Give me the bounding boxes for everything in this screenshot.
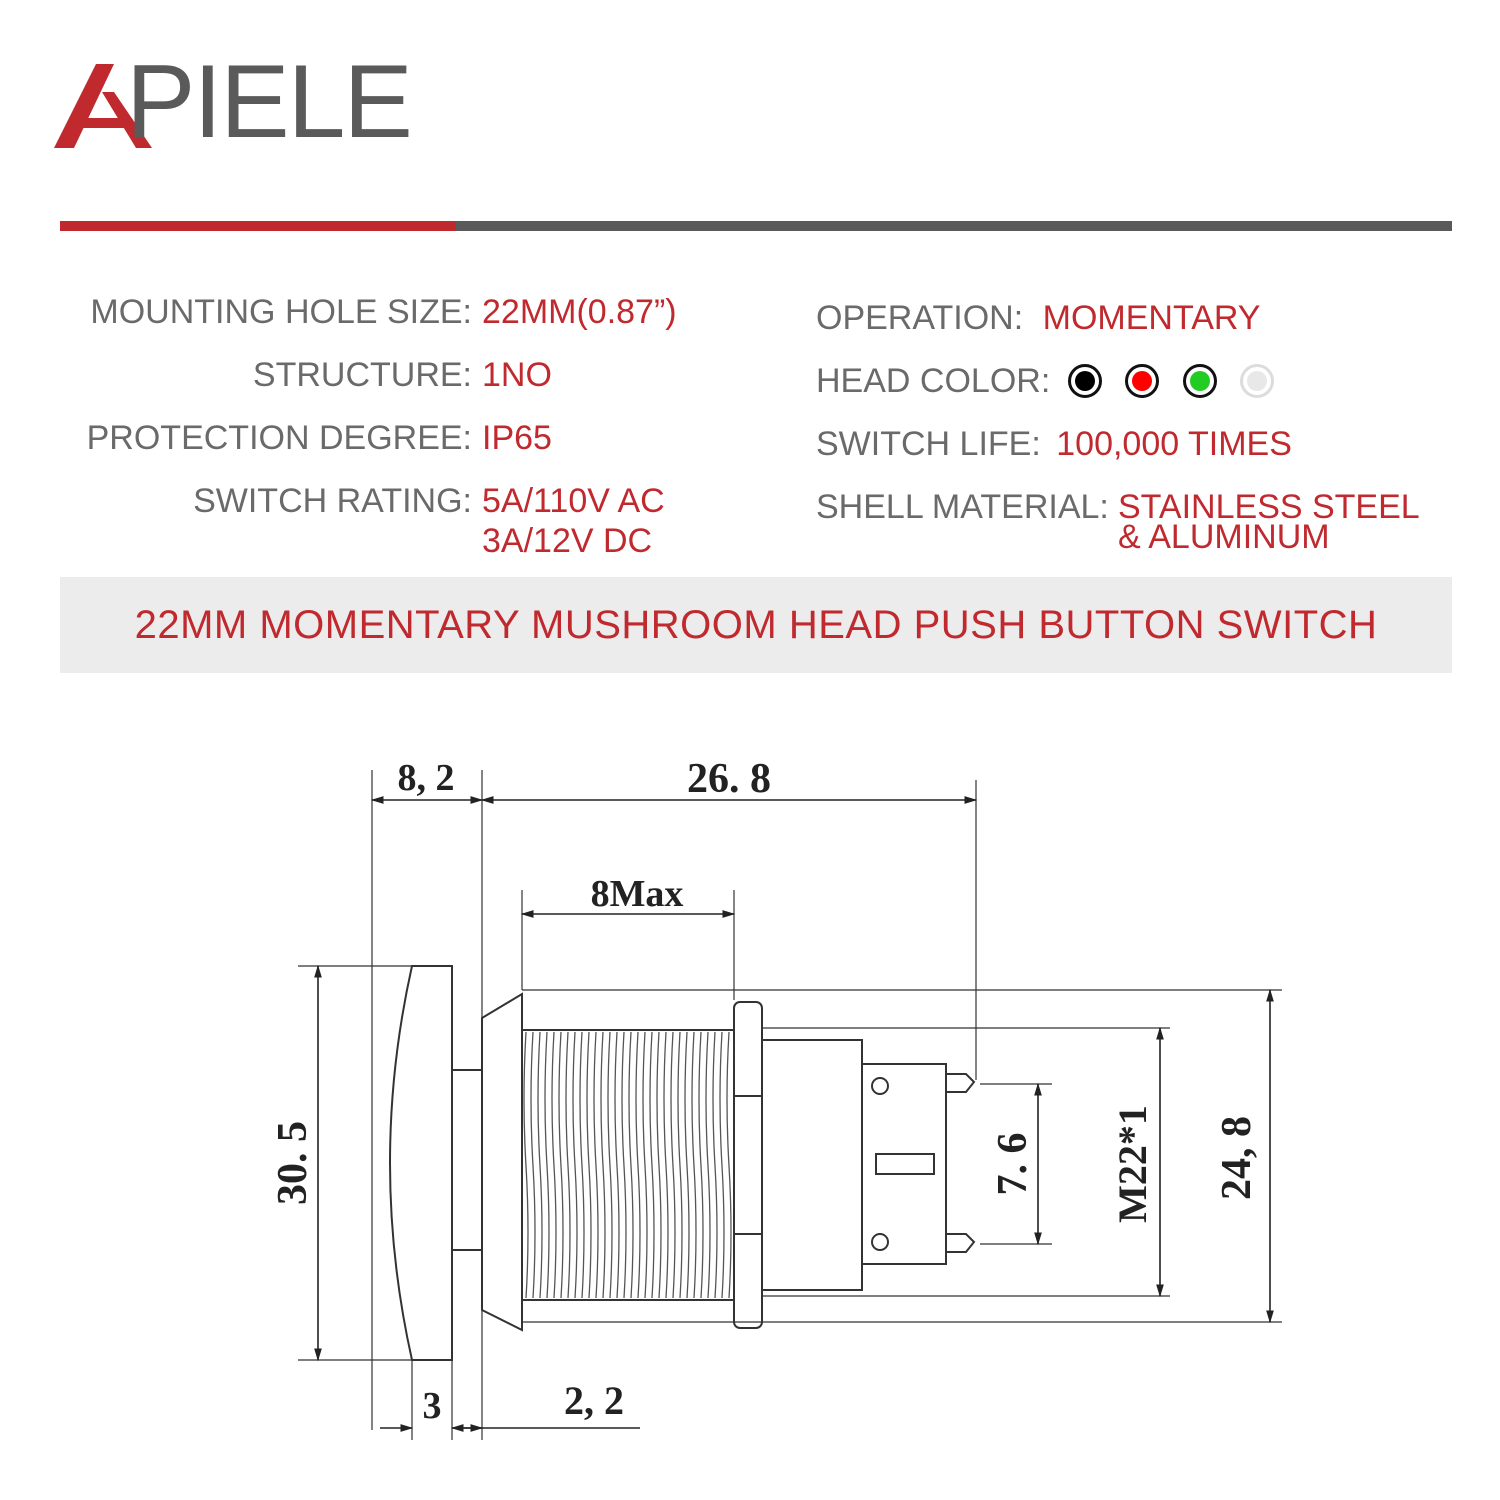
spec-label-protection: PROTECTION DEGREE:: [86, 419, 472, 457]
terminal-screw-top: [872, 1078, 888, 1094]
thread-line: [573, 1032, 577, 1298]
spec-value-structure: 1NO: [482, 356, 552, 394]
thread-line: [692, 1032, 696, 1298]
thread-hatching: [524, 1032, 731, 1298]
color-swatches: [1068, 362, 1288, 400]
spec-value-switch-rating: 5A/110V AC: [482, 482, 665, 520]
thread-line: [538, 1032, 542, 1298]
swatch-white: [1240, 364, 1274, 398]
swatch-green-fill: [1190, 371, 1210, 391]
bezel-outline: [482, 994, 522, 1330]
terminal-bottom: [946, 1234, 974, 1252]
spec-label-shell-material: SHELL MATERIAL:: [816, 488, 1109, 526]
terminal-top: [946, 1074, 974, 1092]
swatch-red: [1125, 364, 1159, 398]
thread-line: [629, 1032, 633, 1298]
thread-line: [608, 1032, 612, 1298]
spec-value-switch-rating-dc: 3A/12V DC: [482, 522, 653, 560]
header-divider: [456, 221, 1452, 231]
thread-line: [615, 1032, 619, 1298]
spec-value-operation: MOMENTARY: [1042, 299, 1261, 337]
dim-thread-spec: M22*1: [1110, 1105, 1155, 1223]
spec-value-switch-life: 100,000 TIMES: [1056, 425, 1292, 463]
spec-switch-life: [816, 424, 1292, 464]
swatch-black: [1068, 364, 1102, 398]
thread-line: [594, 1032, 598, 1298]
terminal-screw-bottom: [872, 1234, 888, 1250]
thread-line: [559, 1032, 563, 1298]
spec-operation: [816, 298, 1261, 338]
center-pin-outline: [876, 1154, 934, 1174]
spec-head-color: [816, 361, 1288, 401]
swatch-green: [1183, 364, 1217, 398]
brand-logo: [52, 44, 432, 160]
product-title-banner: [60, 577, 1452, 673]
dim-head-diameter: 30. 5: [270, 1121, 316, 1205]
thread-line: [552, 1032, 556, 1298]
dim-terminal-pitch: 7. 6: [990, 1132, 1036, 1196]
brand-name: PIELE: [126, 44, 411, 160]
thread-line: [671, 1032, 675, 1298]
thread-line: [587, 1032, 591, 1298]
thread-line: [664, 1032, 668, 1298]
thread-line: [622, 1032, 626, 1298]
thread-line: [699, 1032, 703, 1298]
dim-flange: 3: [422, 1385, 442, 1427]
nut-outline: [734, 1002, 762, 1328]
swatch-black-fill: [1075, 371, 1095, 391]
thread-line: [601, 1032, 605, 1298]
dim-head-depth: 8, 2: [397, 757, 455, 799]
stem-outline: [452, 1070, 482, 1250]
thread-line: [720, 1032, 724, 1298]
spec-label-switch-rating: SWITCH RATING:: [193, 482, 472, 520]
spec-label-head-color: HEAD COLOR:: [816, 362, 1051, 400]
thread-line: [706, 1032, 710, 1298]
spec-label-switch-life: SWITCH LIFE:: [816, 425, 1041, 463]
thread-line: [678, 1032, 682, 1298]
dimension-drawing: [0, 700, 1500, 1500]
product-title: 22MM MOMENTARY MUSHROOM HEAD PUSH BUTTON SWITCH: [134, 602, 1378, 647]
spec-shell-material: [816, 487, 1109, 527]
thread-line: [727, 1032, 731, 1298]
swatch-white-fill: [1247, 371, 1267, 391]
thread-line: [657, 1032, 661, 1298]
thread-line: [545, 1032, 549, 1298]
thread-line: [636, 1032, 640, 1298]
swatch-red-fill: [1132, 371, 1152, 391]
extension-lines: [298, 770, 1282, 1440]
spec-label-structure: STRUCTURE:: [252, 356, 472, 394]
thread-line: [643, 1032, 647, 1298]
spec-value-shell-material-2: & ALUMINUM: [1118, 518, 1330, 556]
dim-gap: 2, 2: [564, 1378, 624, 1423]
dim-body-length: 26. 8: [687, 756, 771, 802]
spec-label-mounting-hole: MOUNTING HOLE SIZE:: [90, 293, 472, 331]
mushroom-head-outline: [390, 966, 452, 1360]
spec-value-shell-material: STAINLESS STEEL: [1118, 488, 1420, 526]
thread-line: [685, 1032, 689, 1298]
header-divider-accent: [60, 221, 456, 231]
thread-line: [531, 1032, 535, 1298]
spec-label-operation: OPERATION:: [816, 299, 1024, 337]
thread-line: [650, 1032, 654, 1298]
thread-line: [713, 1032, 717, 1298]
spec-value-mounting-hole: 22MM(0.87”): [482, 293, 677, 331]
spec-value-protection: IP65: [482, 419, 552, 457]
dim-thread-max: 8Max: [590, 873, 684, 915]
contact-block-outline: [762, 1040, 862, 1290]
thread-line: [580, 1032, 584, 1298]
thread-line: [566, 1032, 570, 1298]
thread-line: [524, 1032, 528, 1298]
dim-body-diameter: 24, 8: [1214, 1116, 1260, 1200]
